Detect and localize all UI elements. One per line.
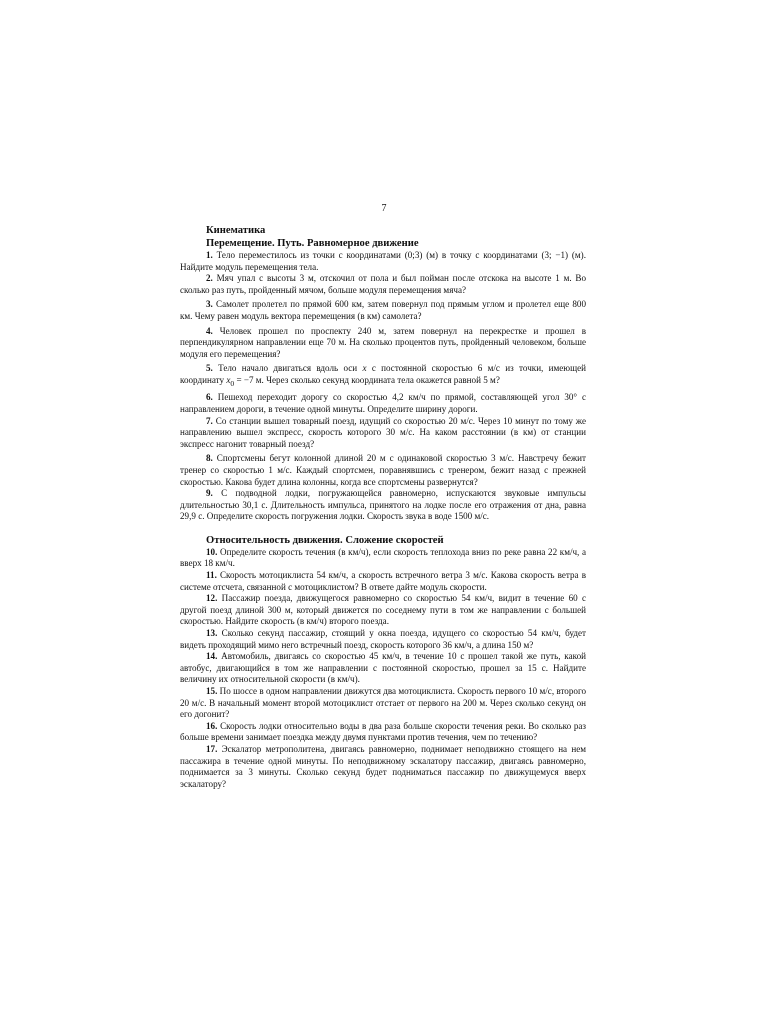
problem-text: Скорость лодки относительно воды в два раза больше скорости течения реки. Во сколько раз больше времени занимает поездка между двумя пунктами против течения, чем по течению? — [180, 720, 586, 743]
problem-text: Со станции вышел товарный поезд, идущий со скоростью 20 м/с. Через 10 минут по тому же направлению вышел экспресс, скорость которого 30 м/с. На каком расстоянии (в км) от станции экспресс нагонит товарный поезд? — [180, 415, 586, 449]
problem-number: 4. — [206, 325, 213, 336]
problem-16 — [180, 721, 586, 744]
problem-text: Пассажир поезда, движущегося равномерно со скоростью 54 км/ч, видит в течение 60 с другой поезд длиной 300 м, который движется по соседнему пути в том же направлении с большей скоростью. Найдите скорость (в км/ч) второго поезда. — [180, 593, 586, 627]
problem-number: 9. — [206, 488, 213, 499]
problem-number: 10. — [206, 546, 218, 557]
problem-number: 7. — [206, 415, 213, 426]
problem-7 — [180, 416, 586, 451]
problem-text: Мяч упал с высоты 3 м, отскочил от пола и был пойман после отскока на высоте 1 м. Во сколько раз путь, пройденный мячом, больше модуля перемещения мяча? — [180, 273, 586, 295]
problem-text: По шоссе в одном направлении движутся два мотоциклиста. Скорость первого 10 м/с, второго 20 м/с. В начальный момент второй мотоциклист отстает от первого на 200 м. Через сколько секунд он его догонит? — [180, 686, 586, 720]
chapter-title: Кинематика — [206, 225, 266, 236]
problem-text: Сколько секунд пассажир, стоящий у окна поезда, идущего со скоростью 54 км/ч, будет видеть проходящий мимо него встречный поезд, скорость которого 36 км/ч, а длина 150 м? — [180, 628, 586, 650]
problem-1 — [180, 250, 586, 273]
problem-text: Эскалатор метрополитена, двигаясь равномерно, поднимает неподвижно стоящего на нем пассажира в течение одной минуты. По неподвижному эскалатору пассажир, двигаясь равномерно, поднимается за 3 минуты. Сколько секунд будет подниматься пассажир по движущемуся вверх эскалатору? — [180, 743, 586, 789]
section-title-displacement: Перемещение. Путь. Равномерное движение — [206, 238, 419, 249]
problem-text: Скорость мотоциклиста 54 км/ч, а скорость встречного ветра 3 м/с. Какова скорость ветра в системе отсчета, связанной с мотоциклистом? В ответе дайте модуль скорости. — [180, 570, 586, 592]
problem-number: 1. — [206, 250, 213, 260]
problem-10 — [180, 547, 586, 570]
problem-3 — [180, 299, 586, 322]
problem-number: 16. — [206, 720, 218, 731]
problem-9 — [180, 488, 586, 523]
problem-number: 15. — [206, 686, 218, 696]
problem-11 — [180, 570, 586, 593]
problem-number: 8. — [206, 453, 213, 464]
page-number: 7 — [381, 203, 387, 214]
problem-12 — [180, 593, 586, 628]
problem-text: Тело переместилось из точки с координатами (0;3) (м) в точку с координатами (3; −1) (м). Найдите модуль перемещения тела. — [180, 250, 586, 272]
problem-6 — [180, 392, 586, 415]
problem-text: с постоянной скоростью 6 м/с из точки, имеющей координату — [180, 363, 586, 385]
problem-text: Самолет пролетел по прямой 600 км, затем повернул под прямым углом и пролетел еще 800 км. Чему равен модуль вектора перемещения (в км) самолета? — [180, 299, 586, 321]
problem-number: 13. — [206, 628, 218, 639]
axis-variable: x — [362, 363, 367, 374]
problem-5 — [180, 363, 586, 389]
coordinate-variable: x — [226, 374, 231, 385]
section-title-relativity: Относительность движения. Сложение скоростей — [206, 534, 444, 546]
problem-13 — [180, 628, 586, 651]
problem-number: 6. — [206, 392, 213, 403]
problem-15 — [180, 686, 586, 721]
problem-text: Автомобиль, двигаясь со скоростью 45 км/ч, в течение 10 с прошел такой же путь, какой автобус, двигающийся в том же направлении с постоянной скоростью, прошел за 15 с. Найдите величину их относительной скорости (в км/ч). — [180, 651, 586, 685]
problem-text: Определите скорость течения (в км/ч), если скорость теплохода вниз по реке равна 22 км/ч, а вверх 18 км/ч. — [180, 546, 586, 569]
problem-8 — [180, 453, 586, 488]
problem-number: 11. — [206, 570, 217, 581]
problem-text: Человек прошел по проспекту 240 м, затем повернул на перекрестке и прошел в перпендикулярном направлении еще 70 м. На сколько процентов путь, пройденный человеком, больше модуля его перемещения? — [180, 325, 586, 359]
problem-number: 14. — [206, 651, 218, 662]
problem-text: С подводной лодки, погружающейся равномерно, испускаются звуковые импульсы длительностью 30,1 с. Длительность импульса, принятого на лодке после его отражения от дна, равна 29,9 с. Определите скорость погружения лодки. Скорость звука в воде 1500 м/с. — [180, 488, 586, 522]
problem-number: 5. — [206, 363, 213, 374]
problem-number: 17. — [206, 743, 218, 754]
problem-text: Тело начало двигаться вдоль оси — [218, 363, 358, 374]
problem-4 — [180, 326, 586, 361]
problem-17 — [180, 744, 586, 790]
problem-14 — [180, 651, 586, 686]
coordinate-subscript: 0 — [230, 378, 235, 388]
problem-text: = −7 м. Через сколько секунд координата тела окажется равной 5 м? — [236, 374, 500, 385]
problem-number: 2. — [206, 273, 213, 284]
problem-text: Спортсмены бегут колонной длиной 20 м с одинаковой скоростью 3 м/с. Навстречу бежит тренер со скоростью 1 м/с. Каждый спортсмен, поравнявшись с тренером, бежит назад с прежней скоростью. Какова будет длина колонны, когда все спортсмены развернутся? — [180, 453, 586, 487]
problem-2 — [180, 273, 586, 296]
problem-text: Пешеход переходит дорогу со скоростью 4,2 км/ч по прямой, составляющей угол 30° с направлением дороги, в течение одной минуты. Определите ширину дороги. — [180, 392, 586, 414]
problem-number: 12. — [206, 593, 218, 604]
problem-number: 3. — [206, 299, 213, 310]
page-content — [180, 224, 586, 790]
